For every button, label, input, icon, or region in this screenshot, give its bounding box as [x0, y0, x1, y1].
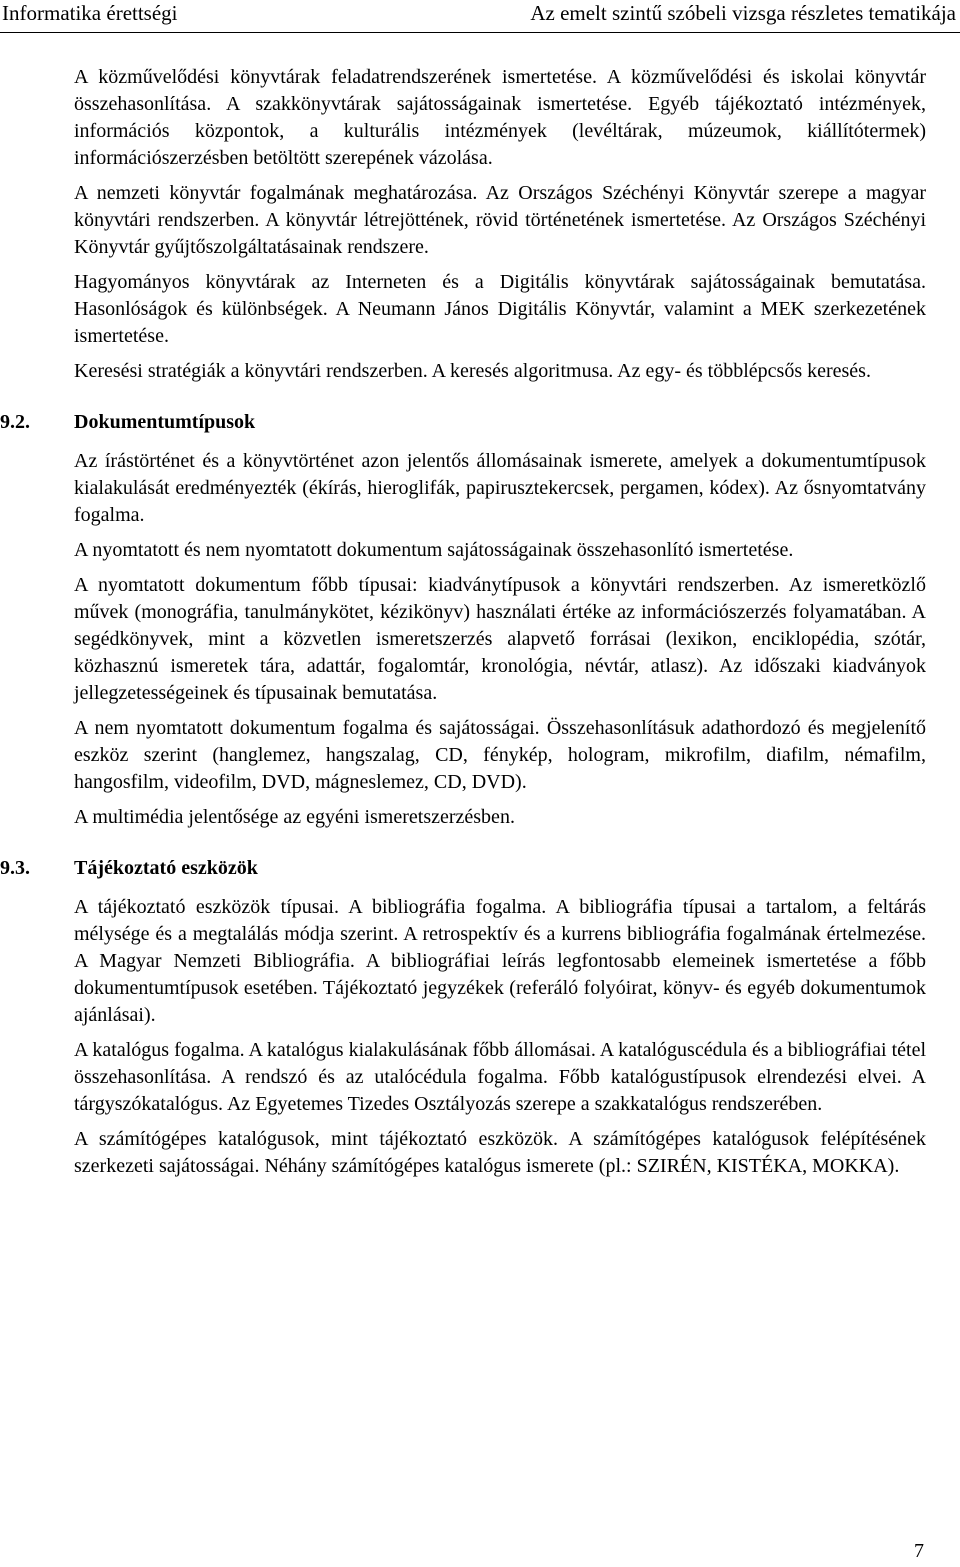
page-number: 7	[914, 1540, 924, 1562]
section-number: 9.2.	[0, 411, 30, 433]
document-body	[0, 64, 926, 1188]
section-heading-9-3	[0, 855, 926, 882]
header-topic: Az emelt szintű szóbeli vizsga részletes tematikája	[530, 1, 956, 25]
section-paragraph: A nyomtatott és nem nyomtatott dokumentum sajátosságainak összehasonlító ismertetése.	[74, 539, 794, 561]
header-subject: Informatika érettségi	[2, 1, 178, 25]
intro-paragraph: A nemzeti könyvtár fogalmának meghatározása. Az Országos Széchényi Könyvtár szerepe a magyar könyvtári rendszerben. A könyvtár létrejöttének, rövid történetének ismertetése. Az Országos Széchényi Könyvtár gyűjtőszolgáltatásainak rendszere.	[74, 182, 926, 258]
section-paragraph: Az írástörténet és a könyvtörténet azon jelentős állomásainak ismerete, amelyek a dokumentumtípusok kialakulását eredményezték (ékírás, hieroglifák, papirusztekercsek, pergamen, kódex). Az ősnyomtatvány fogalma.	[74, 450, 926, 526]
section-paragraph: A nyomtatott dokumentum főbb típusai: kiadványtípusok a könyvtári rendszerben. Az ismeretközlő művek (monográfia, tanulmánykötet, kézikönyv) használati értéke az információszerzés folyamatában. A segédkönyvek, mint a közvetlen ismeretszerzés alapvető forrásai (lexikon, enciklopédia, szótár, közhasznú ismeretek tára, adattár, fogalomtár, kronológia, névtár, atlasz). Az időszaki kiadványok jellegzetességeinek és típusainak bemutatása.	[74, 574, 926, 704]
section-paragraph: A multimédia jelentősége az egyéni ismeretszerzésben.	[74, 806, 515, 828]
section-heading-9-2	[0, 409, 926, 436]
section-paragraph: A nem nyomtatott dokumentum fogalma és sajátosságai. Összehasonlításuk adathordozó és megjelenítő eszköz szerint (hanglemez, hangszalag, CD, fénykép, hologram, mikrofilm, diafilm, némafilm, hangosfilm, videofilm, DVD, mágneslemez, CD, DVD).	[74, 717, 926, 793]
section-title: Tájékoztató eszközök	[74, 857, 258, 879]
intro-paragraph: Keresési stratégiák a könyvtári rendszerben. A keresés algoritmusa. Az egy- és többlépcsős keresés.	[74, 360, 871, 382]
intro-paragraph: A közművelődési könyvtárak feladatrendszerének ismertetése. A közművelődési és iskolai könyvtár összehasonlítása. A szakkönyvtárak sajátosságainak ismertetése. Egyéb tájékoztató intézmények, információs központok, a kulturális intézmények (levéltárak, múzeumok, kiállítótermek) információszerzésben betöltött szerepének vázolása.	[74, 66, 926, 169]
section-paragraph: A katalógus fogalma. A katalógus kialakulásának főbb állomásai. A katalóguscédula és a bibliográfiai tétel összehasonlítása. A rendszó és az utalócédula fogalma. Főbb katalógustípusok elrendezési elvei. A tárgyszókatalógus. Az Egyetemes Tizedes Osztályozás szerepe a szakkatalógus rendszerében.	[74, 1039, 926, 1115]
section-number: 9.3.	[0, 857, 30, 879]
section-paragraph: A tájékoztató eszközök típusai. A bibliográfia fogalma. A bibliográfia típusai a tartalom, a feltárás mélysége és a megtalálás módja szerint. A retrospektív és a kurrens bibliográfia fogalmának értelmezése. A Magyar Nemzeti Bibliográfia. A bibliográfiai leírás legfontosabb elemeinek ismertetése a főbb dokumentumtípusok esetében. Tájékoztató jegyzékek (referáló folyóirat, könyv- és egyéb dokumentumok ajánlásai).	[74, 896, 926, 1026]
intro-paragraph: Hagyományos könyvtárak az Interneten és a Digitális könyvtárak sajátosságainak bemutatása. Hasonlóságok és különbségek. A Neumann János Digitális Könyvtár, valamint a MEK szerkezetének ismertetése.	[74, 271, 926, 347]
section-paragraph: A számítógépes katalógusok, mint tájékoztató eszközök. A számítógépes katalógusok felépítésének szerkezeti sajátosságai. Néhány számítógépes katalógus ismerete (pl.: SZIRÉN, KISTÉKA, MOKKA).	[74, 1128, 926, 1177]
page-header	[0, 0, 960, 33]
section-title: Dokumentumtípusok	[74, 411, 256, 433]
